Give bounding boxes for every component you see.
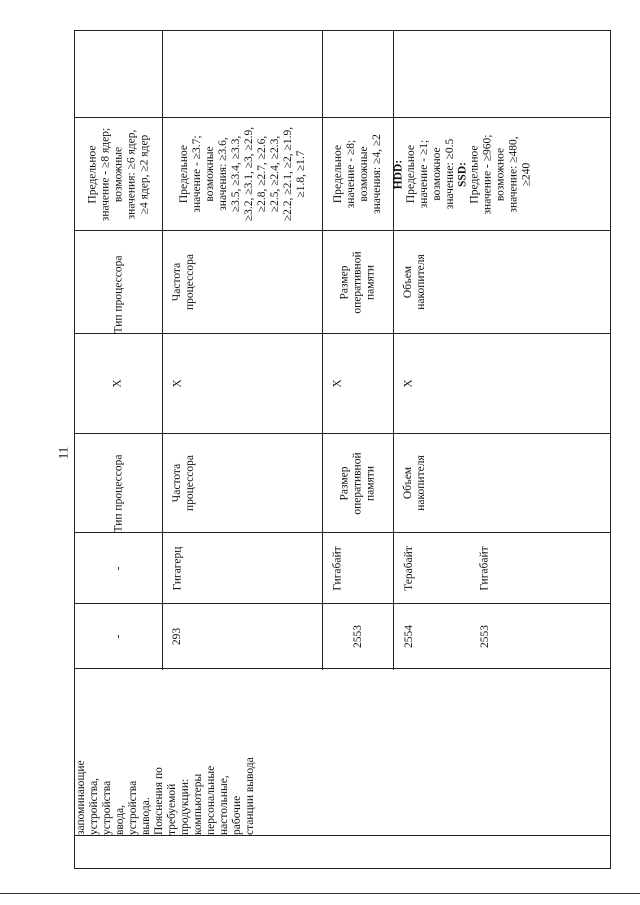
row4-hdd-label: HDD: [392,159,405,189]
row2-value-cell [163,118,322,230]
row1-char2-cell [75,231,162,333]
row1-char1-cell [75,434,162,532]
row2-char1-cell [163,434,205,532]
row1-description-cell [75,669,295,835]
row1-value-cell [75,118,162,230]
row4-code-2: 2553 [478,624,491,648]
row4-code: 2554 [402,624,415,648]
row3-value-cell [323,118,393,230]
row4-unit: Терабайт [402,545,415,591]
page-bottom-rule [0,893,640,894]
row1-code: - [112,634,124,638]
row3-characteristic: Размер оперативной памяти [338,451,377,515]
row4-ssd-value: Предельное значение - ≥960; возможное значение: ≥480, ≥240 [468,134,533,214]
row2-value: Предельное значение - ≥3.7; возможные значения: ≥3.6, ≥3.5, ≥3.4, ≥3.3, ≥3.2, ≥3.1, ≥3, ≥2.9, ≥2.8, ≥2.7, ≥2.6, ≥2.5, ≥2.4, ≥2.3, ≥2.2, ≥2.1, ≥2, ≥1.9, ≥1.8, ≥1.7 [177,126,307,222]
row3-unit: Гигабайт [331,545,344,591]
row4-value-cell [392,118,533,230]
row2-characteristic: Частота процессора [171,455,196,512]
row2-code-cell [163,604,193,668]
row1-unit: - [112,566,124,570]
row1-unit-cell [75,533,162,603]
page-number [56,445,70,461]
row3-x-cell [323,334,353,433]
row4-x: X [402,379,415,388]
row3-code-cell [323,604,393,668]
row1-code-cell [75,604,162,668]
row1-characteristic: Тип процессора [112,454,124,532]
row3-unit-cell [323,533,353,603]
row3-char1-cell [323,434,393,532]
row2-code: 293 [171,627,184,645]
row4-code2-cell [470,604,500,668]
row2-x: X [171,379,184,388]
row3-x: X [331,379,344,388]
table-border-bottom [74,868,611,869]
table-border-right [610,30,611,869]
table-border-top [74,30,611,31]
row-divider [74,835,611,836]
row4-char1-cell [394,434,436,532]
row4-char2-cell [394,231,436,333]
page-number-text: 11 [55,446,70,460]
row4-ssd-label: SSD: [456,161,469,187]
row3-characteristic-2: Размер оперативной памяти [338,250,377,314]
row2-characteristic-2: Частота процессора [171,254,196,311]
row4-hdd-value: Предельное значение - ≥1; возможное значение: ≥0.5 [405,138,456,210]
row4-unit2-cell [470,533,500,603]
row4-x-cell [394,334,424,433]
row1-characteristic-2: Тип процессора [112,255,124,333]
row1-value: Предельное значение - ≥8 ядер; возможные значения: ≥6 ядер, ≥4 ядер, ≥2 ядер [86,127,150,221]
row3-char2-cell [323,231,393,333]
row1-x: X [112,379,124,388]
row2-x-cell [163,334,193,433]
row3-value: Предельное значение - ≥8; возможные значения: ≥4, ≥2 [332,134,383,214]
row4-code-cell [394,604,424,668]
row1-x-cell [75,334,162,433]
row2-unit: Гигагерц [171,546,184,590]
row4-unit-2: Гигабайт [478,545,491,591]
row4-characteristic: Объем накопителя [402,455,427,511]
row1-description: запоминающие устройства, устройства ввода, устройства вывода. Пояснения по требуемой продукции: компьютеры персональные настольные, рабочие станции вывода [75,757,256,835]
row4-unit-cell [394,533,424,603]
row4-characteristic-2: Объем накопителя [402,254,427,310]
row2-char2-cell [163,231,205,333]
row2-unit-cell [163,533,193,603]
row3-code: 2553 [351,624,364,648]
